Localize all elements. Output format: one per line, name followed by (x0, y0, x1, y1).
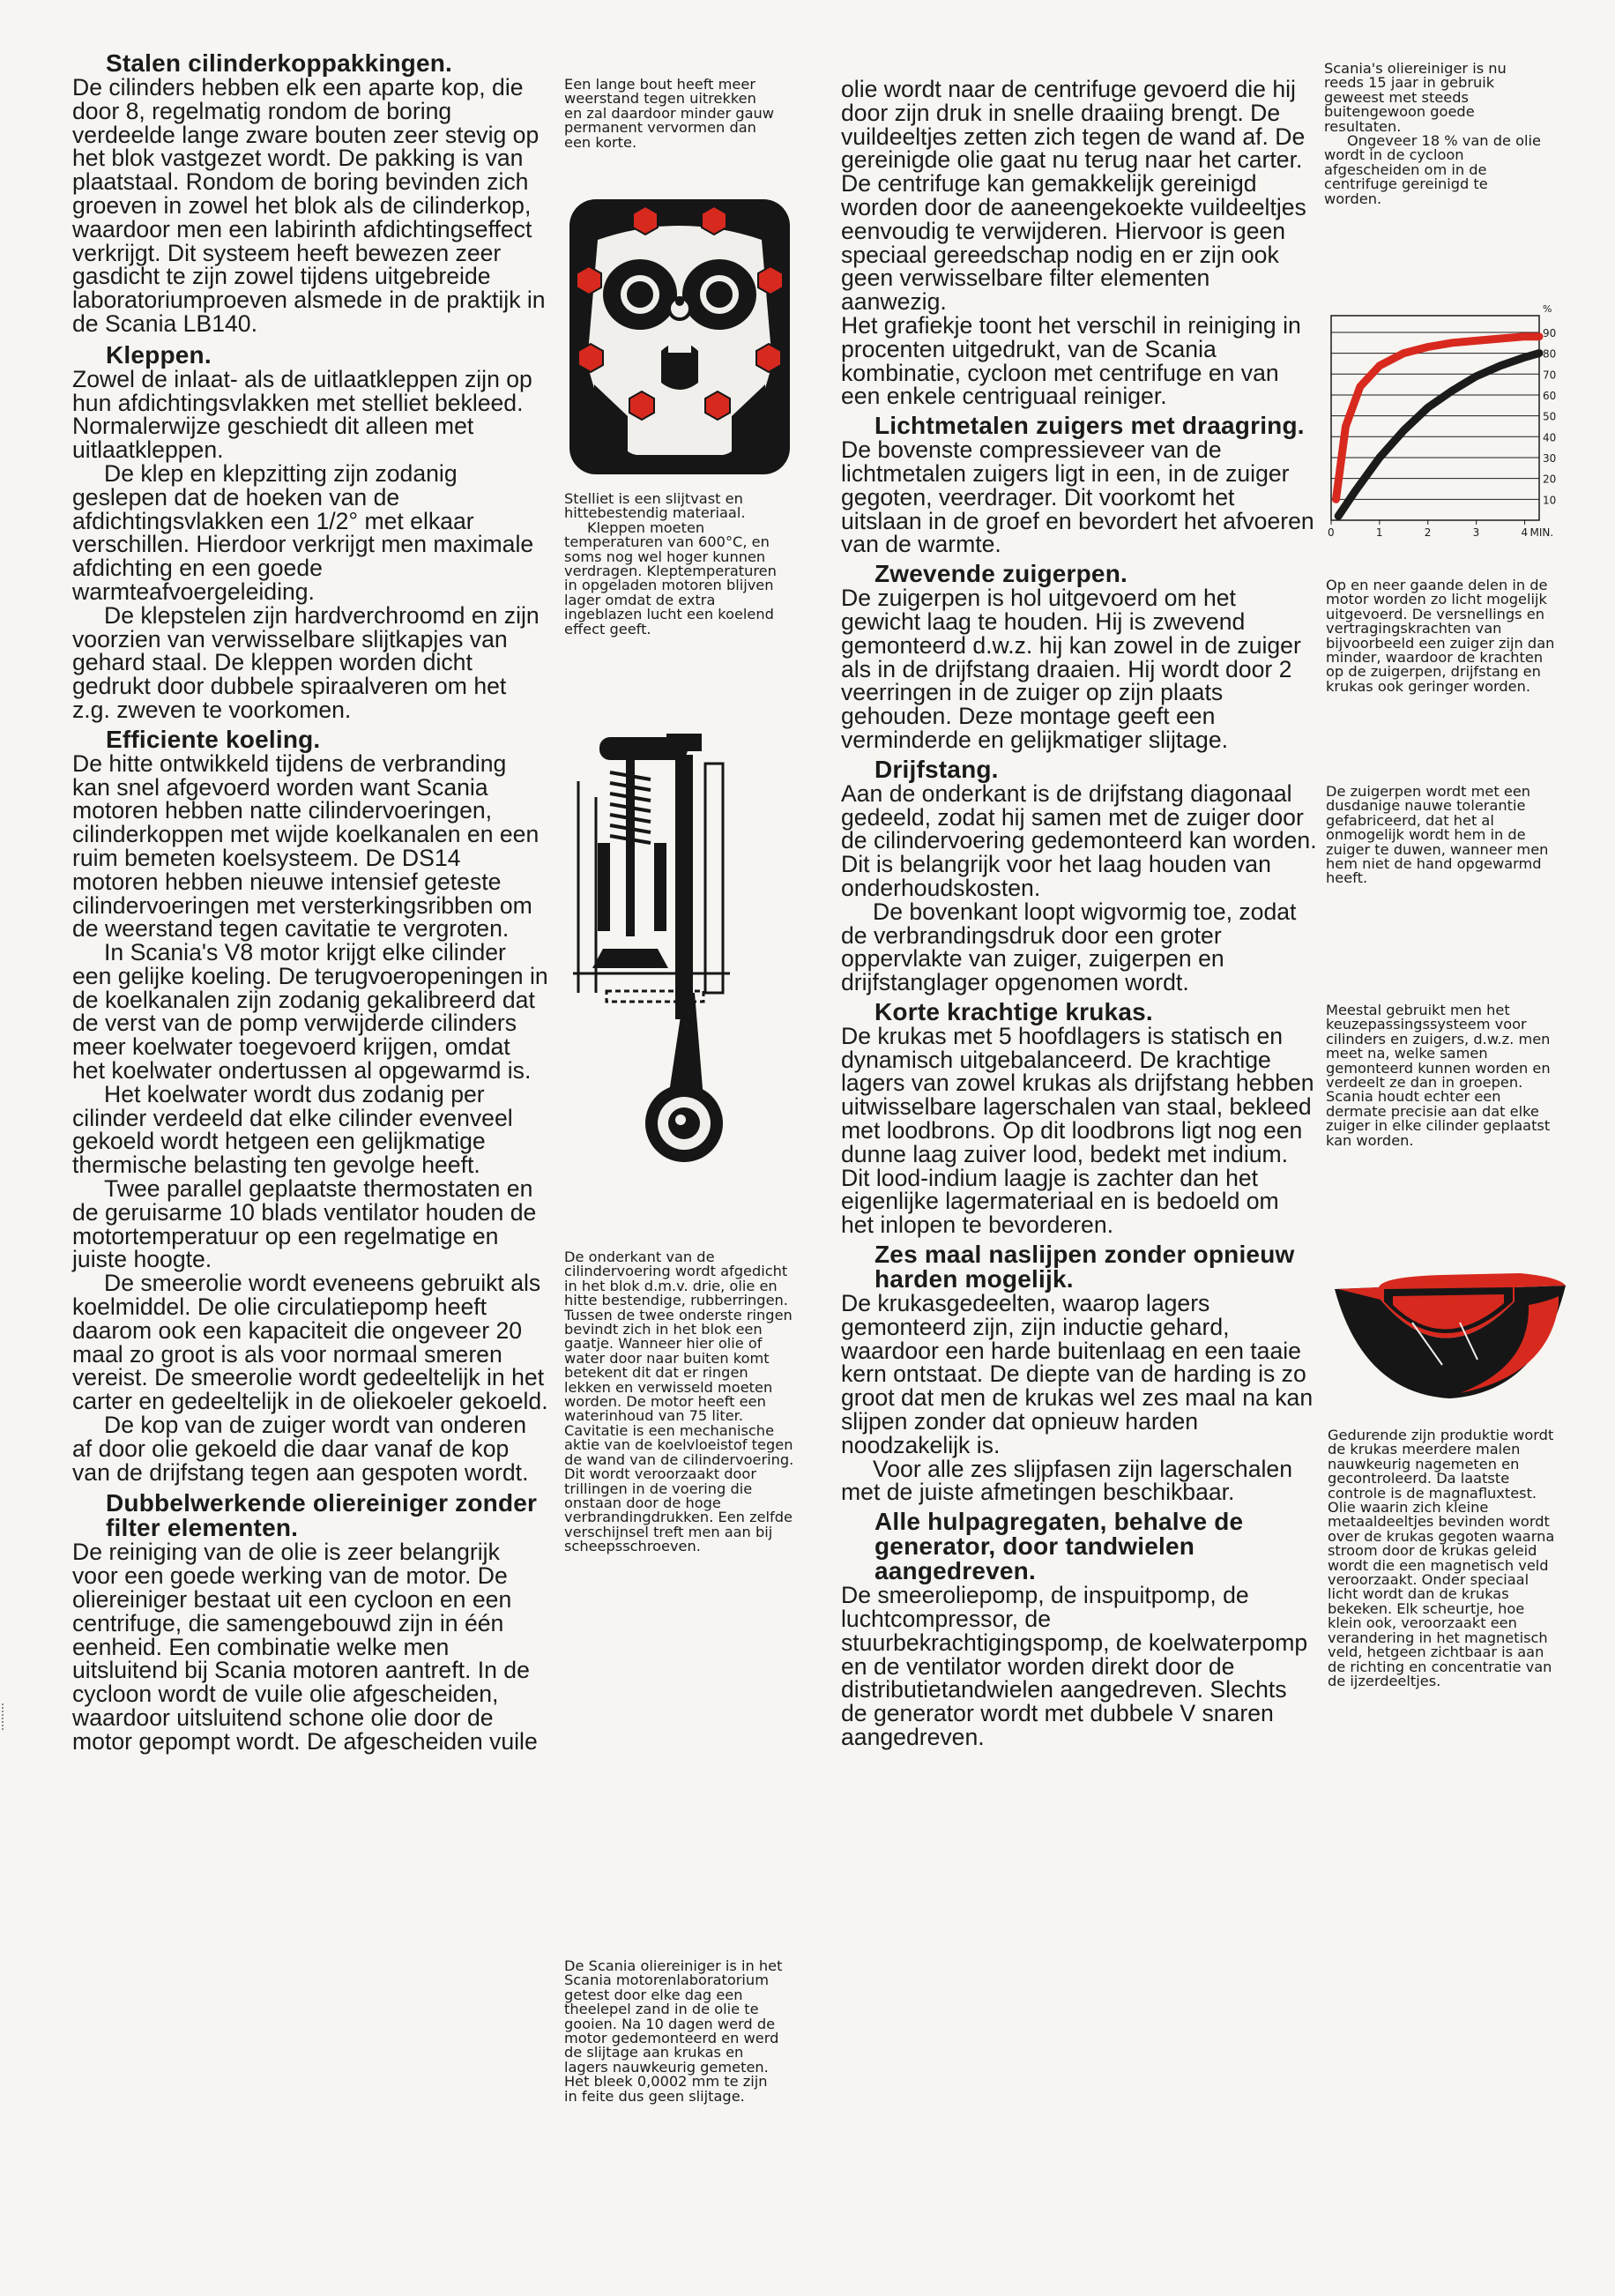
y-tick-label: 30 (1543, 451, 1557, 465)
x-unit-label: MIN. (1529, 526, 1554, 539)
heading-naslijpen: Zes maal naslijpen zonder opnieuw harden mogelijk. (874, 1241, 1295, 1293)
y-tick-label: 80 (1543, 347, 1557, 361)
paragraph: Zowel de inlaat- als de uitlaatkleppen zijn op hun afdichtingsvlakken met stelliet bekleed. Normalerwijze geschiedt dit alleen met uitlaatkleppen. (72, 365, 532, 464)
heading-zuigerpen: Zwevende zuigerpen. (874, 560, 1128, 588)
paragraph: De bovenste compressieveer van de lichtmetalen zuigers ligt in een, in de zuiger gegoten, veerdrager. Dit voorkomt het uitslaan in de groef en bevordert het afvoeren van de warmte. (841, 436, 1314, 558)
paragraph: In Scania's V8 motor krijgt elke cilinder een gelijke koeling. De terugvoeropeningen in de koelkanalen zijn zodanig gekalibreerd dat de verst van de pomp verwijderde cilinders meer koelwater toegevoerd krijgen, omdat het koelwater ondertussen al opgewarmd is. (72, 939, 548, 1085)
paragraph: Twee parallel geplaatste thermostaten en de geruisarme 10 blads ventilator houden de motortemperatuur op een regelmatige en juiste hoogte. (72, 1175, 537, 1273)
x-tick-label: 2 (1424, 526, 1432, 539)
column-3 (841, 78, 1317, 1749)
heading-cilinderkoppakkingen: Stalen cilinderkoppakkingen. (106, 49, 453, 77)
caption-keuze: Meestal gebruikt men het keuzepassingssysteem voor cilinders en zuigers, d.w.z. men meet na, welke samen gemonteerd kunnen worden en verdeelt ze dan in groepen. Scania houdt echter een dermate precisie aan dat elke zuiger in elke cilinder geplaatst kan worden. (1326, 1002, 1551, 1149)
paragraph: De kop van de zuiger wordt van onderen af door olie gekoeld die daar vanaf de kop van de drijfstang tegen aan gespoten wordt. (72, 1412, 529, 1486)
caption-scania (1324, 62, 1544, 206)
y-tick-label: 20 (1543, 473, 1557, 486)
heading-krukas: Korte krachtige krukas. (874, 997, 1153, 1025)
column-1 (72, 51, 548, 1754)
paragraph: De klepstelen zijn hardverchroomd en zijn voorzien van verwisselbare slijtkapjes van gehard staal. De kleppen worden dicht gedrukt door dubbele spiraalveren om het z.g. zweven te voorkomen. (72, 601, 540, 723)
x-tick-label: 0 (1328, 526, 1335, 539)
x-tick-label: 1 (1375, 526, 1383, 539)
x-tick-label: 3 (1472, 526, 1480, 539)
paragraph: De krukasgedeelten, waarop lagers gemonteerd zijn, zijn inductie gehard, waardoor een harde buitenlaag en een taaie kern ontstaat. De diepte van de harding is zo groot dat men de krukas wel zes maal na kan slijpen zonder dat opnieuw harden noodzakelijk is. (841, 1290, 1314, 1458)
paragraph: De cilinders hebben elk een aparte kop, die door 8, regelmatig rondom de boring verdeelde lange zware bouten zeer stevig op het blok vastgezet wordt. De pakking is van plaatstaal. Rondom de boring bevinden zich groeven in zowel het blok als de cilinderkop, waardoor men een labirinth afdichtingseffect verkrijgt. Dit systeem heeft bewezen zeer gasdicht te zijn zowel tijdens uitgebreide laboratoriumproeven alsmede in de praktijk in de Scania LB140. (72, 74, 546, 337)
heading-hulpagregaten: Alle hulpagregaten, behalve de generator, door tandwielen aangedreven. (874, 1508, 1244, 1585)
paragraph: De bovenkant loopt wigvormig toe, zodat de verbrandingsdruk door een groter oppervlakte van zuiger, zuigerpen en drijfstanglager opgenomen wordt. (841, 898, 1297, 996)
y-unit-label: % (1543, 303, 1552, 315)
margin-mark (2, 1703, 9, 1730)
caption-text: Stelliet is een slijtvast en hittebestendig materiaal. (564, 490, 746, 522)
heading-koeling: Efficiente koeling. (106, 725, 321, 753)
paragraph: Voor alle zes slijpfasen zijn lagerschalen met de juiste afmetingen beschikbaar. (841, 1455, 1292, 1506)
paragraph: olie wordt naar de centrifuge gevoerd die hij door zijn druk in snelle draaiing brengt. De vuildeeltjes zetten zich tegen de wand af. De gereinigde olie gaat nu terug naar het carter. De centrifuge kan gemakkelijk gereinigd worden door de aaneengekoekte vuildeeltjes eenvoudig te verwijderen. Hiervoor is geen speciaal gereedschap nodig en er zijn ook geen verwisselbare filter elementen aanwezig. (841, 76, 1306, 316)
caption-magnaflux: Gedurende zijn produktie wordt de krukas meerdere malen nauwkeurig nagemeten en gecontroleerd. Da laatste controle is de magnafluxtest. Olie waarin zich kleine metaaldeeltjes bevinden wordt over de krukas gegoten waarna stroom door de krukas geleid wordt die een magnetisch veld veroorzaakt. Onder speciaal licht wordt dan de krukas bekeken. Elk scheurtje, hoe klein ook, veroorzaakt een verandering in het magnetisch veld, hetgeen zichtbaar is aan de richting en concentratie van de ijzerdeeltjes. (1328, 1427, 1555, 1689)
y-tick-label: 70 (1543, 369, 1557, 382)
y-tick-label: 60 (1543, 389, 1557, 402)
cleaning-chart (1319, 300, 1578, 545)
paragraph: De zuigerpen is hol uitgevoerd om het gewicht laag te houden. Hij is zwevend gemonteerd d.w.z. hij kan zowel in de zuiger als in de drijfstang draaien. Hij wordt door 2 veerringen in de zuiger op zijn plaats gehouden. Deze montage geeft een verminderde en gelijkmatiger slijtage. (841, 585, 1301, 753)
caption-voering: De onderkant van de cilindervoering wordt afgedicht in het blok d.m.v. drie, olie en hitte bestendige, rubberringen. Tussen de twee onderste ringen bevindt zich in het blok een gaatje. Wanneer hier olie of water door naar buiten komt betekent dit dat er ringen lekken en verwisseld moeten worden. De motor heeft een waterinhoud van 75 liter. Cavitatie is een mechanische aktie van de koelvloeistof tegen de wand van de cilindervoering. Dit wordt veroorzaakt door trillingen in de voering die onstaan door de hoge verbrandingdrukken. Een zelfde verschijnsel treft men aan bij scheepsschroeven. (564, 1249, 794, 1555)
paragraph: De smeerolie wordt eveneens gebruikt als koelmiddel. De olie circulatiepomp heeft daarom ook een kapaciteit die ongeveer 20 maal zo groot is als voor normaal smeren vereist. De smeerolie wordt gedeeltelijk in het carter en gedeeltelijk in de oliekoeler gekoeld. (72, 1270, 548, 1415)
caption-bolt: Een lange bout heeft meer weerstand tegen uitrekken en zal daardoor minder gauw permanent vervormen dan een korte. (564, 76, 775, 151)
paragraph: Het koelwater wordt dus zodanig per cilinder verdeeld dat elke cilinder evenveel gekoeld wordt hetgeen een gelijkmatige thermische belasting ten gevolge heeft. (72, 1080, 513, 1179)
cylinder-head-illustration (564, 196, 795, 478)
y-tick-label: 10 (1543, 494, 1557, 507)
heading-zuigers: Lichtmetalen zuigers met draagring. (874, 412, 1305, 440)
paragraph: De klep en klepzitting zijn zodanig geslepen dat de hoeken van de afdichtingsvlakken een 1/2° met elkaar verschillen. Hierdoor verkrijgt men maximale afdichting en een goede warmteafvoergeleiding. (72, 459, 534, 605)
y-tick-label: 50 (1543, 410, 1557, 423)
paragraph: De krukas met 5 hoofdlagers is statisch en dynamisch uitgebalanceerd. De krachtige lagers van zowel krukas als drijfstang hebben uitwisselbare lagerschalen van staal, bekleed met loodbrons. Op dit loodbrons ligt nog een dunne laag zuiver lood, bedekt met indium. Dit lood-indium laagje is zachter dan het eigenlijke lagermateriaal en is bedoeld om het inlopen te bevorderen. (841, 1022, 1314, 1239)
caption-delen: Op en neer gaande delen in de motor worden zo licht mogelijk uitgevoerd. De versnellings en vertragingskrachten van bijvoorbeeld een zuiger zijn dan minder, waardoor de krachten op de zuigerpen, drijfstang en krukas ook geringer worden. (1326, 577, 1555, 695)
caption-text: Kleppen moeten temperaturen van 600°C, en soms nog wel hoger kunnen verdragen. Kleptemperaturen in opgeladen motoren blijven lager omdat de extra ingeblazen lucht een koelend effect geeft. (564, 518, 777, 637)
paragraph: Het grafiekje toont het verschil in reiniging in procenten uitgedrukt, van de Scania kombinatie, cycloon met centrifuge en van een enkele centriguaal reiniger. (841, 311, 1301, 410)
caption-stelliet (564, 492, 792, 637)
paragraph: De smeeroliepomp, de inspuitpomp, de luchtcompressor, de stuurbekrachtigingspomp, de koelwaterpomp en de ventilator worden direkt door de distributietandwielen aangedreven. Slechts de generator wordt met dubbele V snaren aangedreven. (841, 1582, 1308, 1751)
heading-oliereiniger: Dubbelwerkende oliereiniger zonder filter elementen. (106, 1489, 538, 1542)
caption-text: Scania's oliereiniger is nu reeds 15 jaar in gebruik geweest met steeds buitengewoon goede resultaten. (1324, 60, 1507, 135)
x-tick-label: 4 (1521, 526, 1529, 539)
heading-drijfstang: Drijfstang. (874, 755, 999, 783)
caption-text: Ongeveer 18 % van de olie wordt in de cycloon afgescheiden om in de centrifuge gereinigd te worden. (1324, 132, 1541, 207)
caption-zuigerpen: De zuigerpen wordt met een dusdanige nauwe tolerantie gefabriceerd, dat het al onmogelijk wordt hem in de zuiger te duwen, wanneer men hem niet de hand opgewarmd heeft. (1326, 783, 1549, 887)
paragraph: De reiniging van de olie is zeer belangrijk voor een goede werking van de motor. De oliereiniger bestaat uit een cycloon en een centrifuge, die samengebouwd zijn in één eenheid. Een combinatie welke men uitsluitend bij Scania motoren aantreft. In de cycloon wordt de vuile olie afgescheiden, waardoor uitsluitend schone olie door de motor gepompt wordt. De afgescheiden vuile (72, 1539, 538, 1755)
paragraph: Aan de onderkant is de drijfstang diagonaal gedeeld, zodat hij samen met de zuiger door de cilindervoering gedemonteerd kan worden. Dit is belangrijk voor het laag houden van onderhoudskosten. (841, 779, 1317, 901)
heading-kleppen: Kleppen. (106, 340, 212, 369)
y-tick-label: 40 (1543, 431, 1557, 444)
valve-train-illustration (571, 728, 792, 1167)
paragraph: De hitte ontwikkeld tijdens de verbranding kan snel afgevoerd worden want Scania motoren hebben natte cilindervoeringen, cilinderkoppen met wijde koelkanalen en een ruim bemeten koelsysteem. De DS14 motoren hebben nieuwe intensief geteste cilindervoeringen met versterkingsribben om de weerstand tegen cavitatie te vergroten. (72, 749, 540, 943)
caption-test: De Scania oliereiniger is in het Scania motorenlaboratorium getest door elke dag een theelepel zand in de olie te gooien. Na 10 dagen werd de motor gedemonteerd en werd de slijtage aan krukas en lagers nauwkeurig gemeten. Het bleek 0,0002 mm te zijn in feite dus geen slijtage. (564, 1957, 783, 2105)
y-tick-label: 90 (1543, 326, 1557, 339)
bearing-shell-illustration (1328, 1270, 1573, 1402)
